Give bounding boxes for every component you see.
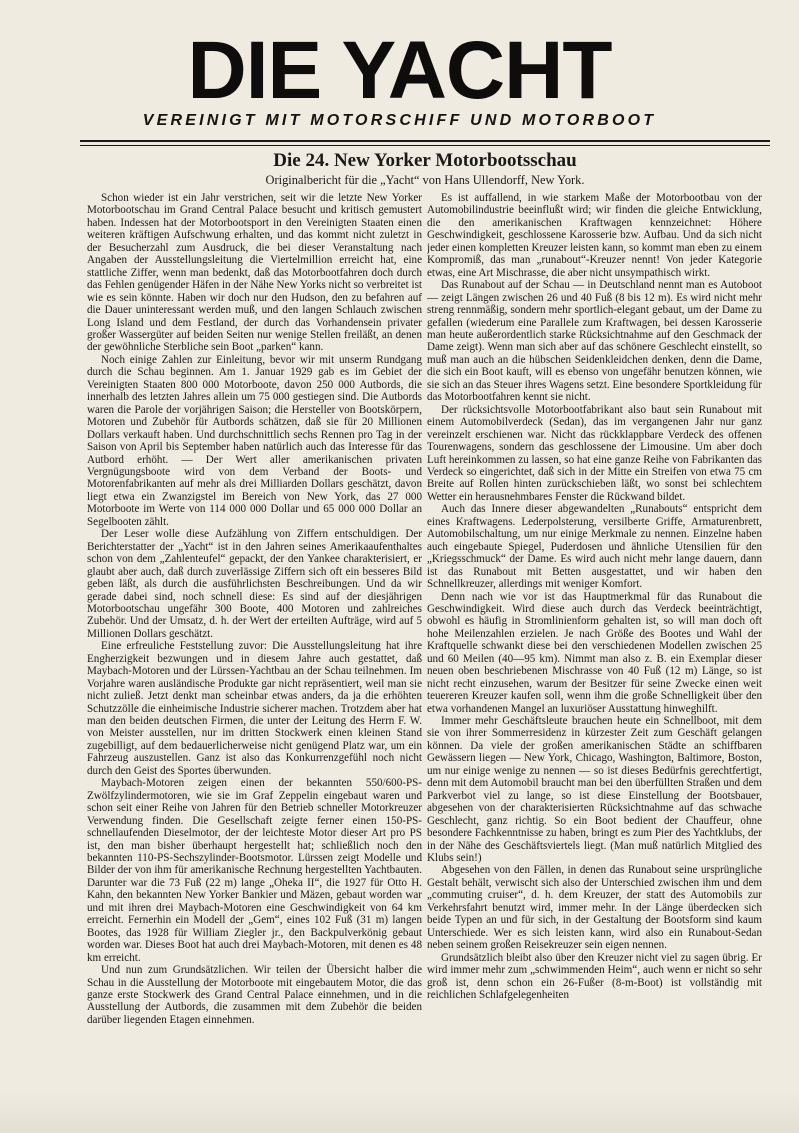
paragraph: Und nun zum Grundsätzlichen. Wir teilen der Übersicht halber die Schau in die Ausstellung der Motorboote mit eingebautem Motor, die das ganze erste Stockwerk des Grand Central Palace einnehmen, und in die Ausstellung der Autbords, die zusammen mit dem Zubehör die beiden darüber liegenden Etagen einnehmen. bbox=[87, 964, 422, 1026]
article-column-left bbox=[87, 192, 422, 1054]
paragraph: Schon wieder ist ein Jahr verstrichen, seit wir die letzte New Yorker Motorbootschau im Grand Central Palace besucht und kritisch gemustert haben. Indessen hat der Motorbootsport in den Vereinigten Staaten einen weiteren kräftigen Aufschwung erhalten, und das kommt nicht zuletzt in der Besucherzahl zum Ausdruck, die bei dieser Veranstaltung nach Angaben der Ausstellungsleitung die Viertelmillion erreicht hat, eine stattliche Ziffer, wenn man bedenkt, daß das Motorbootfahren doch durch das Fehlen genügender Häfen in der Nähe New Yorks nicht so verbreitet ist wie es sein könnte. Haben wir doch nur den Hudson, den zu befahren auf die Dauer uninteressant werden muß, und den langen Schlauch zwischen Long Island und dem Festland, der durch das Vorhandensein privater großer Wassergüter auf beiden Seiten nur wenige Stellen freiläßt, an denen der gewöhnliche Sterbliche sein Boot „parken“ kann. bbox=[87, 192, 422, 354]
article-title: Die 24. New Yorker Motorbootsschau bbox=[273, 150, 577, 171]
article-byline: Originalbericht für die „Yacht“ von Hans Ullendorff, New York. bbox=[265, 173, 585, 187]
paragraph: Immer mehr Geschäftsleute brauchen heute ein Schnellboot, mit dem sie von ihrer Sommerresidenz in kürzester Zeit zum Geschäft gelangen können. Da viele der großen amerikanischen Städte an schiffbaren Gewässern liegen — New York, Chicago, Washington, Baltimore, Boston, um nur einige wenige zu nennen — so ist dieses Bedürfnis gerechtfertigt, denn mit dem Automobil braucht man bei den überfüllten Straßen und dem Parkverbot viel zu lange, so ist diese Einstellung der Bootsbauer, abgesehen von der charakterisierten Rücksichtnahme auf das schwache Geschlecht, ganz richtig. So ein Boot bedient der Chauffeur, ohne besondere Fachkenntnisse zu haben, bringt es zum Pier des Yachtklubs, der in der Nähe des Geschäftsviertels liegt. (Man muß natürlich Mitglied des Klubs sein!) bbox=[427, 715, 762, 865]
paragraph: Grundsätzlich bleibt also über den Kreuzer nicht viel zu sagen übrig. Er wird immer mehr zum „schwimmenden Heim“, auch wenn er nicht so sehr groß ist, denn schon ein 26-Fußer (8-m-Boot) ist vollständig mit reichlichen Schlafgelegenheiten bbox=[427, 951, 762, 1001]
page-margin bbox=[0, 1090, 799, 1133]
masthead-title: DIE YACHT bbox=[187, 25, 612, 116]
paragraph: Das Runabout auf der Schau — in Deutschland nennt man es Autoboot — zeigt Längen zwischen 26 und 40 Fuß (8 bis 12 m). Es wird nicht mehr streng rennmäßig, sondern mehr sportlich-elegant gebaut, um der Dame zu gefallen (wiederum eine Parallele zum Kraftwagen, bei dessen Karosserie man heute außerordentlich starke Rücksichtnahme auf den Geschmack der Dame zeigt). Wenn man sich aber auf das schönere Geschlecht einstellt, so muß man auch an die hübschen Seidenkleidchen denken, denn die Dame, die sich ein Boot kauft, will es ebenso von ungefähr benutzen können, wie sie sich an das Steuer ihres Wagens setzt. Eine besondere Sportkleidung für das Motorbootfahren kennt sie nicht. bbox=[427, 279, 762, 404]
paragraph: Noch einige Zahlen zur Einleitung, bevor wir mit unserm Rundgang durch die Schau beginnen. Am 1. Januar 1929 gab es im Gebiet der Vereinigten Staaten 800 000 Motorboote, davon 250 000 Autbords, die innerhalb des letzten Jahres allein um 75 000 gestiegen sind. Die Autbords waren die Parole der vorjährigen Saison; die Hersteller von Bootskörpern, Motoren und Zubehör für Autbords schätzen, daß sie für 20 Millionen Dollars verkauft haben. Und durchschnittlich sechs Rennen pro Tag in der Saison von April bis September haben natürlich auch das Interesse für das Autbord erhöht. — Der Wert aller amerikanischen privaten Vergnügungsboote wird von dem Verband der Boots- und Motorenfabrikanten auf mehr als drei Milliarden Dollars geschätzt, davon liegt etwa ein Zwanzigstel im Bereich von New York, das 27 000 Motorboote im Werte von 114 000 000 Dollar und 65 000 000 Dollar an Segelbooten zählt. bbox=[87, 353, 422, 528]
paragraph: Der rücksichtsvolle Motorbootfabrikant also baut sein Runabout mit einem Automobilverdeck (Sedan), das im vergangenen Jahr nur ganz vereinzelt erschienen war. Nicht das rückklappbare Verdeck des offenen Tourenwagens, sondern das geschlossene der Limousine. Um aber doch Luft hereinkommen zu lassen, so hat eine ganze Reihe von Fabrikanten das Verdeck so eingerichtet, daß sich in der Mitte ein Streifen von etwa 75 cm Breite auf Rollen hinten zurückschieben läßt, wo sonst bei schlechtem Wetter ein herausnehmbares Fenster die Rückwand bildet. bbox=[427, 403, 762, 503]
paragraph: Eine erfreuliche Feststellung zuvor: Die Ausstellungsleitung hat ihre Engherzigkeit bezwungen und in diesem Jahre auch gestattet, daß Maybach-Motoren und der Lürssen-Yachtbau an der Schau teilnehmen. Im Vorjahre waren ausländische Produkte gar nicht repräsentiert, weil man sie nicht zuließ. Jetzt denkt man scheinbar etwas anders, da ja die erhöhten Schutzzölle die einheimische Industrie sicherer machen. Trotzdem aber hat man den beiden deutschen Firmen, die unter der Leitung des Herrn F. W. von Meister ausstellen, nur im dritten Stockwerk einen kleinen Stand zugebilligt, auf dem bedauerlicherweise nicht genügend Platz war, um ein Fahrzeug auszustellen. Ganz ist also das Konkurrenzgefühl noch nicht durch den Geist des Sportes überwunden. bbox=[87, 640, 422, 777]
paragraph: Der Leser wolle diese Aufzählung von Ziffern entschuldigen. Der Berichterstatter der „Yacht“ ist in den Jahren seines Amerikaaufenthaltes schon von dem „Zahlenteufel“ gepackt, der den Yankee charakterisiert, er glaubt aber auch, daß durch zuverlässige Ziffern sich oft ein besseres Bild geben läßt, als durch die ausführlichsten Beschreibungen. Und da wir gerade dabei sind, noch schnell diese: Es sind auf der diesjährigen Motorbootschau ungefähr 300 Boote, 400 Motoren und zahlreiches Zubehör. Und der Umsatz, d. h. der Wert der erteilten Aufträge, wird auf 5 Millionen Dollars geschätzt. bbox=[87, 528, 422, 640]
article-column-right bbox=[427, 192, 762, 1054]
masthead-rule-thin bbox=[80, 145, 770, 146]
paragraph: Auch das Innere dieser abgewandelten „Runabouts“ entspricht dem eines Kraftwagens. Lederpolsterung, versilberte Griffe, Armaturenbrett, Automobilschaltung, um nur einige Merkmale zu nennen. Einzelne haben auch eingebaute Spiegel, Puderdosen und ähnliche Utensilien für den „Kriegsschmuck“ der Dame. Es wird auch nicht mehr lange dauern, dann ist das Runabout mit Betten ausgestattet, und wir haben den Schnellkreuzer, allerdings mit weniger Komfort. bbox=[427, 503, 762, 591]
paragraph: Denn nach wie vor ist das Hauptmerkmal für das Runabout die Geschwindigkeit. Wird diese auch durch das Verdeck beeinträchtigt, obwohl es häufig in Stromlinienform gehalten ist, so will man doch oft hohe Meilenzahlen erzielen. Je nach Größe des Bootes und Wahl der Kraftquelle schwankt diese bei den verschiedenen Modellen zwischen 25 und 60 Meilen (40—95 km). Nimmt man also z. B. ein Exemplar dieser neuen oben beschriebenen Mischrasse von 40 Fuß (12 m) Länge, so ist nicht recht einzusehen, warum der Besitzer für seine Zwecke einen weit teuereren Kreuzer kaufen soll, wenn ihm die große Schnelligkeit über den etwa vorhandenen Mangel an luxuriöser Ausstattung hinweghilft. bbox=[427, 590, 762, 715]
paragraph: Abgesehen von den Fällen, in denen das Runabout seine ursprüngliche Gestalt behält, verwischt sich also der Unterschied zwischen ihm und dem „commuting cruiser“, d. h. dem Kreuzer, der statt des Automobils zur Verkehrsfahrt benutzt wird, immer mehr. In der Länge überdecken sich beide Typen an und für sich, in der Gestaltung der Bootsform sind kaum Unterschiede. Wer es sich leisten kann, wird also ein Runabout-Sedan neben seinem großen Reisekreuzer sein eigen nennen. bbox=[427, 864, 762, 952]
paragraph: Maybach-Motoren zeigen einen der bekannten 550/600-PS-Zwölfzylindermotoren, wie sie im Graf Zeppelin eingebaut waren und schon seit einer Reihe von Jahren für den Betrieb schneller Motorkreuzer Verwendung finden. Die Gesellschaft zeigte ferner einen 150-PS- schnellaufenden Dieselmotor, der der leichteste Motor dieser Art pro PS ist, den man bisher überhaupt hergestellt hat; schließlich noch den bekannten 110-PS-Sechszylinder-Bootsmotor. Lürssen zeigt Modelle und Bilder der von ihm für amerikanische Rechnung hergestellten Yachtbauten. Darunter war die 73 Fuß (22 m) lange „Oheka II“, die 1927 für Otto H. Kahn, den bekannten New Yorker Bankier und Mäzen, gebaut worden war und mit ihren drei Maybach-Motoren eine Geschwindigkeit von 64 km erreicht. Fernerhin ein Modell der „Gem“, eines 102 Fuß (31 m) langen Bootes, das 1928 für William Ziegler jr., den Backpulverkönig gebaut worden war. Dieses Boot hat auch drei Maybach-Motoren, mit denen es 48 km erreicht. bbox=[87, 777, 422, 964]
paragraph: Es ist auffallend, in wie starkem Maße der Motorbootbau von der Automobilindustrie beeinflußt wird; wir finden die gleiche Entwicklung, die den amerikanischen Kraftwagen kennzeichnet: Höhere Geschwindigkeit, geschlossene Karosserie bzw. Aufbau. Und da sich nicht jeder einen kompletten Kreuzer leisten kann, so kommt man eben zu einem Kompromiß, das man „runabout“-Kreuzer nennt! Von jeder Kategorie etwas, eine Art Mischrasse, die aber nicht unsympathisch wirkt. bbox=[427, 192, 762, 279]
masthead-rule-thick bbox=[80, 140, 770, 142]
masthead-subtitle: VEREINIGT MIT MOTORSCHIFF UND MOTORBOOT bbox=[142, 112, 657, 129]
